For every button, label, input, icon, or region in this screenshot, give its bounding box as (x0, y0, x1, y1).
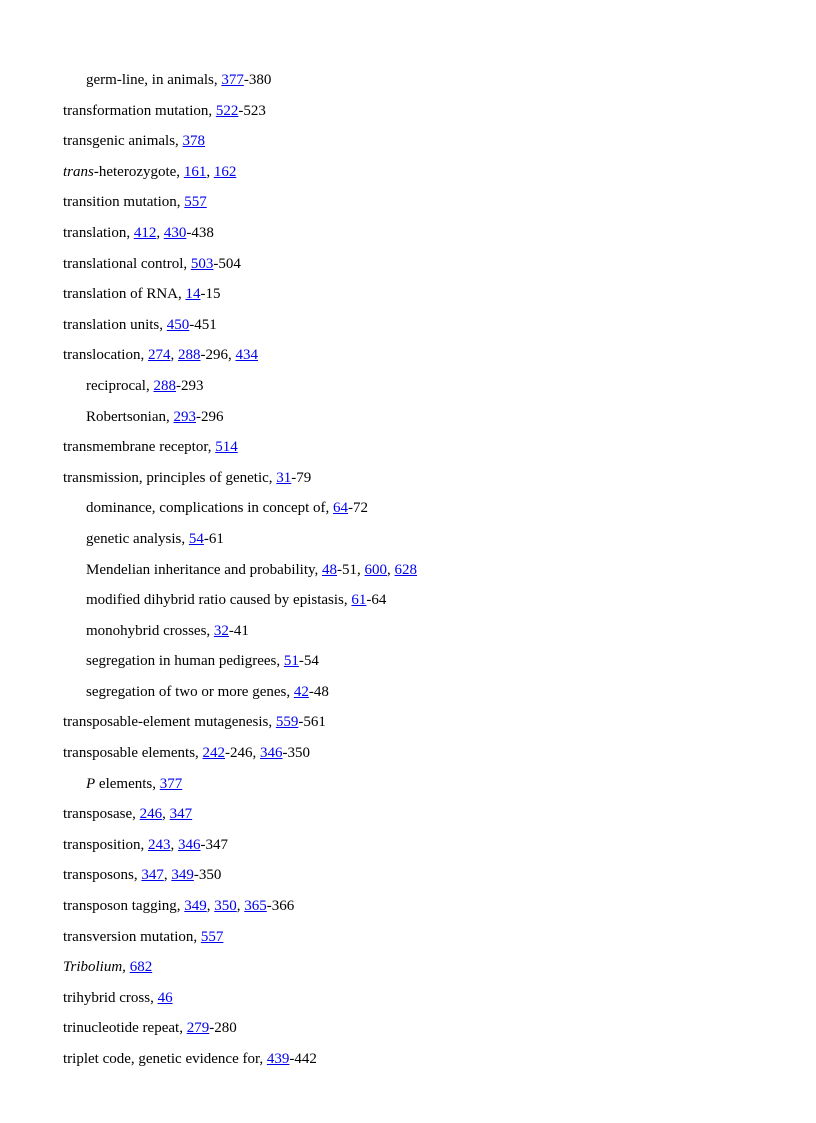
index-entry (63, 988, 783, 1019)
entry-text: transposable elements, (63, 745, 203, 762)
index-entry (63, 1049, 783, 1080)
entry-text: , (387, 561, 395, 578)
entry-text: -280 (209, 1020, 237, 1037)
entry-text: translation units, (63, 316, 167, 333)
index-entry (63, 192, 783, 223)
entry-text: -293 (175, 377, 204, 394)
index-entry (63, 345, 783, 376)
entry-text: -442 (289, 1051, 317, 1067)
entry-text: transition mutation, (63, 194, 185, 211)
index-subentry (63, 376, 783, 407)
entry-text: transversion mutation, (63, 928, 201, 945)
entry-text: -64 (366, 592, 387, 609)
entry-text: -41 (228, 622, 249, 639)
entry-text: -350 (282, 745, 311, 762)
page-link[interactable]: 377 (159, 775, 183, 792)
page-link[interactable]: 32 (213, 622, 229, 639)
entry-text: -523 (238, 102, 266, 119)
entry-text: -51, (337, 561, 365, 578)
page-link[interactable]: 14 (185, 286, 201, 303)
entry-text: , (170, 836, 178, 853)
italic-term: trans (63, 163, 94, 180)
entry-text: , (236, 898, 245, 915)
index-subentry (63, 70, 783, 101)
entry-text: transgenic animals, (63, 133, 183, 150)
italic-term: P (86, 775, 96, 792)
index-entry (63, 1018, 783, 1049)
page-link[interactable]: 559 (275, 714, 299, 731)
entry-text: -48 (308, 683, 329, 700)
entry-text: triplet code, genetic evidence for, (63, 1051, 267, 1067)
entry-text: Robertsonian, (86, 408, 174, 425)
index-entry (63, 101, 783, 132)
page-link[interactable]: 64 (333, 500, 349, 517)
entry-text: -72 (348, 500, 369, 517)
page-link[interactable]: 378 (182, 133, 206, 150)
index-entry (63, 315, 783, 346)
index-entry (63, 437, 783, 468)
page-link[interactable]: 274 (147, 347, 171, 364)
entry-text: transposon tagging, (63, 898, 185, 915)
entry-text: germ-line, in animals, (86, 72, 222, 88)
index-subentry (63, 621, 783, 652)
page-link[interactable]: 54 (188, 530, 204, 547)
entry-text: segregation of two or more genes, (86, 683, 294, 700)
page-link[interactable]: 61 (351, 592, 367, 609)
entry-text: -504 (213, 255, 241, 272)
entry-text: , (170, 347, 178, 364)
page-link[interactable]: 682 (129, 959, 153, 976)
entry-text: -366 (266, 898, 295, 915)
index-entry (63, 927, 783, 958)
entry-text: translation, (63, 224, 134, 241)
page-link[interactable]: 377 (221, 72, 244, 88)
entry-text: transposable-element mutagenesis, (63, 714, 276, 731)
page-link[interactable]: 346 (260, 745, 283, 762)
page-link[interactable]: 365 (244, 898, 267, 915)
entry-text: dominance, complications in concept of, (86, 500, 334, 517)
index-entry (63, 957, 783, 988)
entry-text: translocation, (63, 347, 148, 364)
page-link[interactable]: 514 (215, 439, 238, 456)
page-link[interactable]: 347 (169, 806, 193, 823)
index-entry (63, 284, 783, 315)
entry-text: modified dihybrid ratio caused by epistasis, (86, 592, 352, 609)
index-entry (63, 835, 783, 866)
index-entry (63, 712, 783, 743)
page-link[interactable]: 48 (322, 561, 338, 578)
page-link[interactable]: 246 (139, 806, 163, 823)
entry-text: reciprocal, (86, 377, 154, 394)
page-link[interactable]: 600 (364, 561, 388, 578)
index-entry (63, 865, 783, 896)
entry-text: translation of RNA, (63, 286, 186, 303)
entry-text: -296, (200, 347, 236, 364)
entry-text: -347 (200, 836, 228, 853)
entry-text: -296 (196, 408, 224, 425)
page-link[interactable]: 557 (200, 928, 224, 945)
index-entry (63, 223, 783, 254)
page-link[interactable]: 439 (266, 1051, 290, 1067)
entry-text: monohybrid crosses, (86, 622, 214, 639)
entry-text: , (206, 163, 214, 180)
page-link[interactable]: 557 (184, 194, 207, 211)
entry-text: transposons, (63, 867, 142, 884)
page-link[interactable]: 51 (283, 653, 299, 670)
entry-text: -246, (225, 745, 261, 762)
entry-text: -79 (291, 469, 312, 486)
index-subentry (63, 529, 783, 560)
index-subentry (63, 651, 783, 682)
entry-text: trinucleotide repeat, (63, 1020, 187, 1037)
entry-text: -54 (298, 653, 319, 670)
page-link[interactable]: 349 (171, 867, 194, 884)
page-link[interactable]: 346 (178, 836, 201, 853)
page-link[interactable]: 46 (157, 989, 173, 1006)
index-entry (63, 254, 783, 285)
index-entry (63, 468, 783, 499)
entry-text: -380 (243, 72, 272, 88)
page-link[interactable]: 293 (173, 408, 196, 425)
page-link[interactable]: 522 (215, 102, 239, 119)
page-link[interactable]: 628 (394, 561, 418, 578)
index-entry (63, 804, 783, 835)
entry-text: , (156, 224, 164, 241)
entry-text: transmission, principles of genetic, (63, 469, 277, 486)
index-entry (63, 743, 783, 774)
entry-text: -561 (298, 714, 326, 731)
entry-text: segregation in human pedigrees, (86, 653, 284, 670)
index-entry (63, 896, 783, 927)
page-link[interactable]: 430 (163, 224, 187, 241)
entry-text: transmembrane receptor, (63, 439, 216, 456)
page-link[interactable]: 288 (153, 377, 176, 394)
entry-text: trihybrid cross, (63, 989, 158, 1006)
page-link[interactable]: 42 (293, 683, 309, 700)
page-link[interactable]: 434 (235, 347, 258, 364)
entry-text: elements, (95, 775, 160, 792)
page-link[interactable]: 349 (184, 898, 207, 915)
entry-text: -451 (189, 316, 217, 333)
entry-text: -15 (200, 286, 221, 303)
page-link[interactable]: 288 (177, 347, 201, 364)
entry-text: Mendelian inheritance and probability, (86, 561, 323, 578)
entry-text: , (206, 898, 215, 915)
page-link[interactable]: 279 (186, 1020, 210, 1037)
italic-term: Tribolium, (63, 959, 126, 976)
index-subentry (63, 407, 783, 438)
index-entry (63, 162, 783, 193)
index-subentry (63, 498, 783, 529)
page-link[interactable]: 242 (202, 745, 226, 762)
entry-text: -438 (186, 224, 214, 241)
entry-text: transposase, (63, 806, 140, 823)
entry-text: transposition, (63, 836, 148, 853)
index-subentry (63, 560, 783, 591)
index-subentry (63, 774, 783, 805)
entry-text: translational control, (63, 255, 191, 272)
page-link[interactable]: 243 (148, 836, 171, 853)
entry-text: -350 (193, 867, 222, 884)
entry-text: transformation mutation, (63, 102, 216, 119)
index-subentry (63, 590, 783, 621)
entry-text: , (162, 806, 170, 823)
page-link[interactable]: 31 (276, 469, 292, 486)
entry-text: genetic analysis, (86, 530, 189, 547)
page-link[interactable]: 161 (183, 163, 207, 180)
entry-text: , (163, 867, 172, 884)
page-link[interactable]: 350 (214, 898, 237, 915)
page-link[interactable]: 450 (166, 316, 190, 333)
entry-text: -heterozygote, (93, 163, 184, 180)
page-link[interactable]: 162 (213, 163, 237, 180)
index-subentry (63, 682, 783, 713)
entry-text: -61 (203, 530, 224, 547)
page-link[interactable]: 412 (133, 224, 157, 241)
page-link[interactable]: 503 (190, 255, 214, 272)
index-entry (63, 131, 783, 162)
index-page (63, 70, 783, 1080)
page-link[interactable]: 347 (141, 867, 164, 884)
